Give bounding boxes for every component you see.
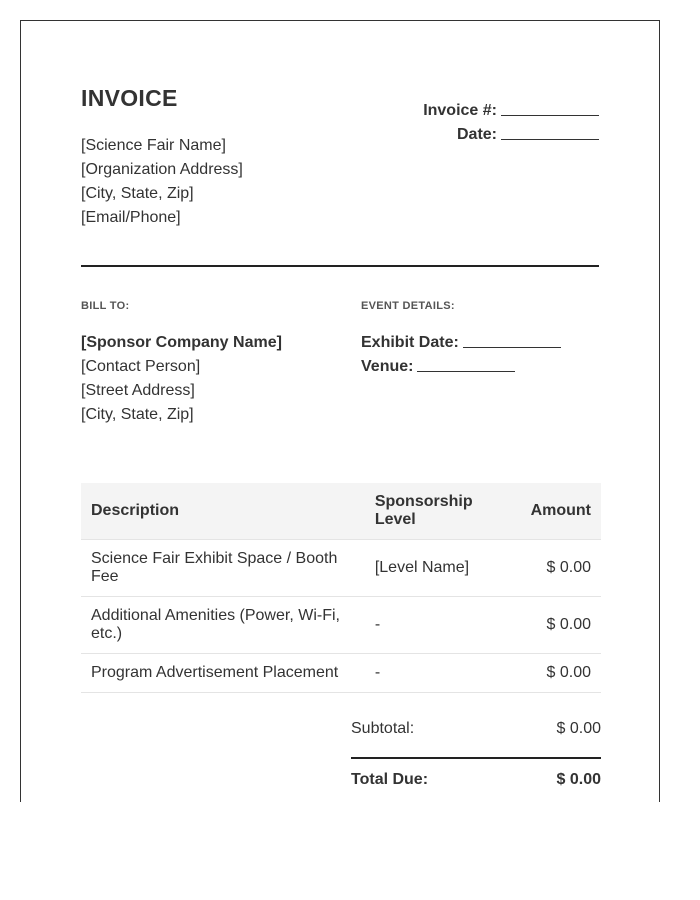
invoice-meta xyxy=(423,99,599,147)
total-due-label: Total Due: xyxy=(351,771,429,788)
row-level: - xyxy=(365,654,511,693)
row-level: - xyxy=(365,597,511,654)
total-due-value: $ 0.00 xyxy=(556,771,601,788)
header-description: Description xyxy=(81,483,365,540)
invoice-date-label: Date: xyxy=(456,126,497,143)
bill-to-label: BILL TO: xyxy=(81,300,130,312)
header-level: Sponsorship Level xyxy=(365,483,511,540)
contact-person: [Contact Person] xyxy=(81,358,201,375)
invoice-number-label: Invoice #: xyxy=(423,102,497,119)
exhibit-date-row xyxy=(361,331,561,355)
table-row xyxy=(81,654,601,693)
exhibit-date-blank[interactable] xyxy=(463,332,561,348)
venue-label: Venue: xyxy=(361,358,414,375)
row-level: [Level Name] xyxy=(365,540,511,597)
invoice-date-row xyxy=(423,123,599,147)
table-header-row xyxy=(81,483,601,540)
event-details-block xyxy=(361,331,561,379)
subtotal-label: Subtotal: xyxy=(351,720,415,737)
invoice-number-row xyxy=(423,99,599,123)
venue-row xyxy=(361,355,561,379)
sponsor-company: [Sponsor Company Name] xyxy=(81,334,282,351)
row-amount: $ 0.00 xyxy=(511,540,601,597)
subtotal-value: $ 0.00 xyxy=(556,720,601,737)
organization-info xyxy=(81,134,243,230)
row-amount: $ 0.00 xyxy=(511,654,601,693)
venue-blank[interactable] xyxy=(417,356,515,372)
row-description: Science Fair Exhibit Space / Booth Fee xyxy=(81,540,365,597)
row-description: Additional Amenities (Power, Wi-Fi, etc.) xyxy=(81,597,365,654)
row-amount: $ 0.00 xyxy=(511,597,601,654)
street-address: [Street Address] xyxy=(81,382,195,399)
table-row xyxy=(81,597,601,654)
invoice-page xyxy=(20,20,660,802)
sponsor-city: [City, State, Zip] xyxy=(81,406,194,423)
invoice-title: INVOICE xyxy=(81,85,178,111)
bill-to-block xyxy=(81,331,282,427)
invoice-number-blank[interactable] xyxy=(501,100,599,116)
header-amount: Amount xyxy=(511,483,601,540)
org-name: [Science Fair Name] xyxy=(81,137,226,154)
row-description: Program Advertisement Placement xyxy=(81,654,365,693)
header-divider xyxy=(81,265,599,267)
table-row xyxy=(81,540,601,597)
totals-divider xyxy=(351,757,601,759)
invoice-date-blank[interactable] xyxy=(501,124,599,140)
event-details-label: EVENT DETAILS: xyxy=(361,300,455,312)
invoice-content xyxy=(81,21,599,802)
org-city: [City, State, Zip] xyxy=(81,185,194,202)
org-address: [Organization Address] xyxy=(81,161,243,178)
exhibit-date-label: Exhibit Date: xyxy=(361,334,459,351)
org-contact: [Email/Phone] xyxy=(81,209,181,226)
line-items-table xyxy=(81,483,601,693)
